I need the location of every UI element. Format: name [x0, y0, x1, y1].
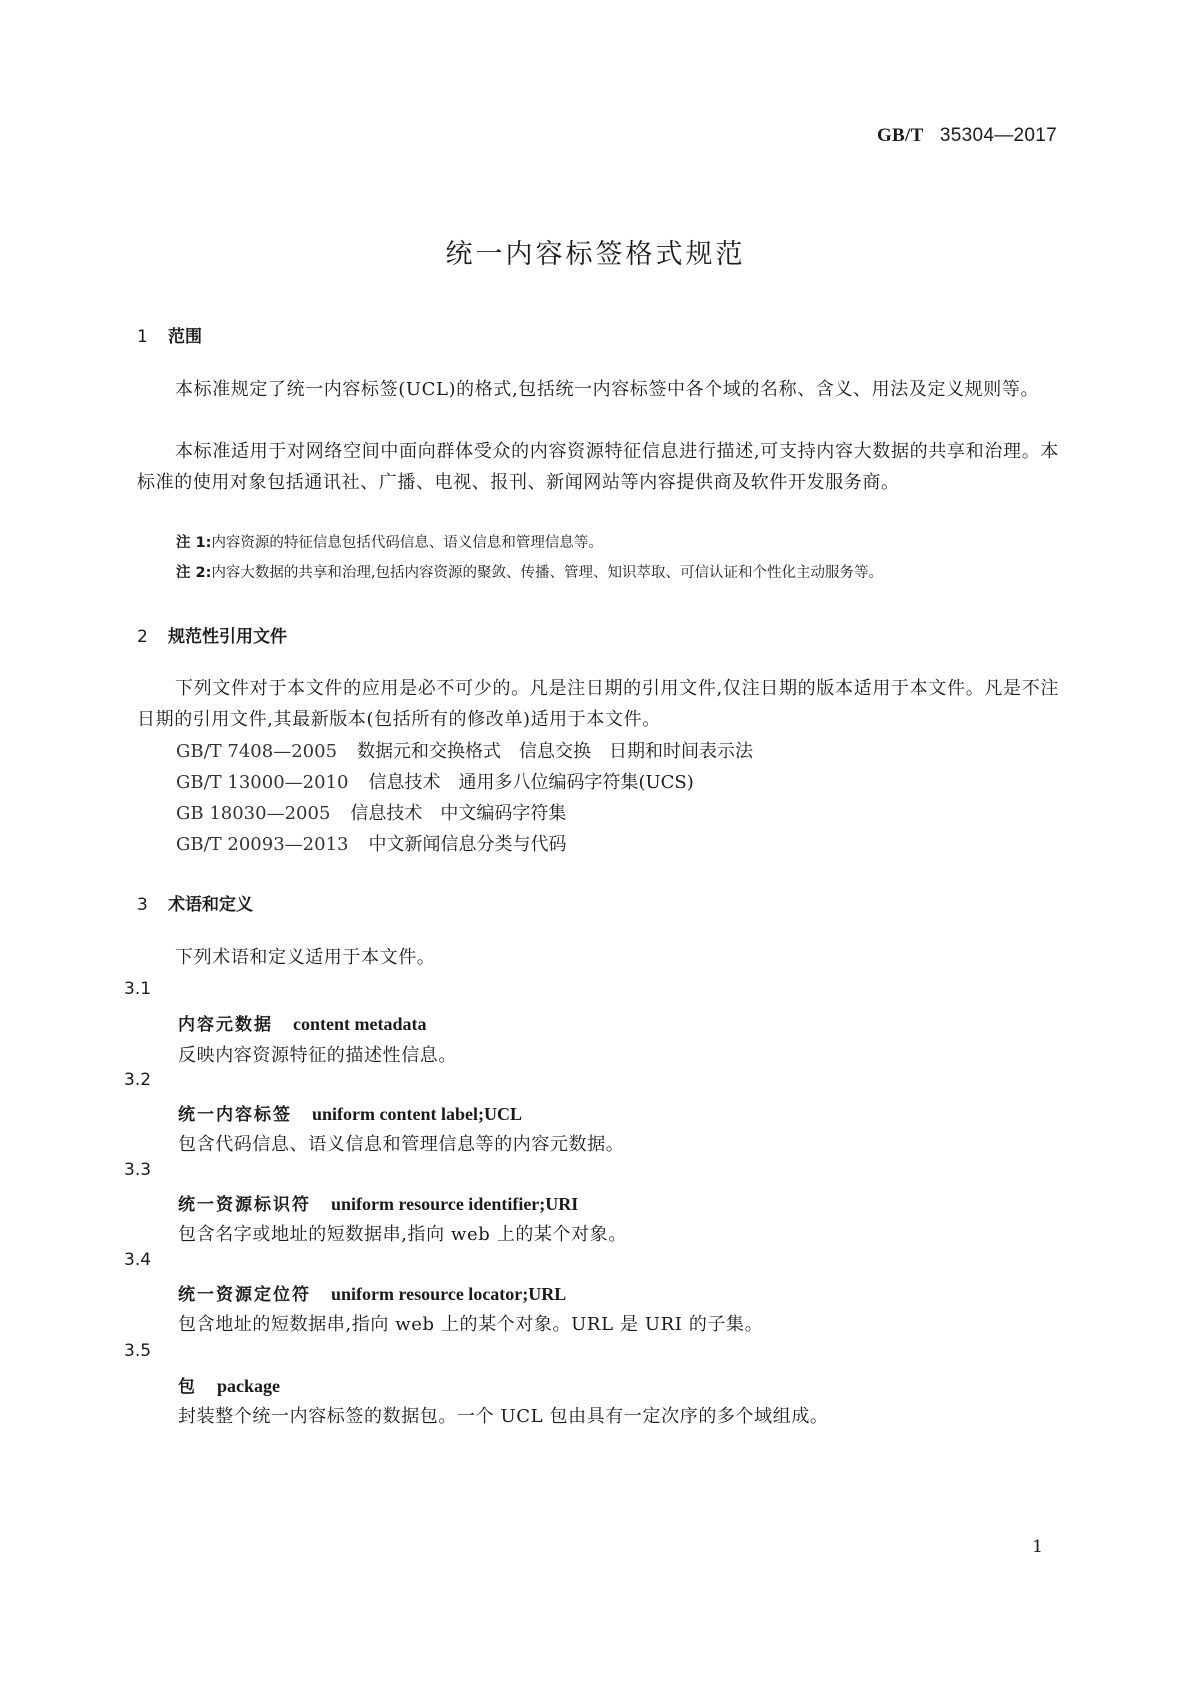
reference-code: GB 18030—2005	[176, 803, 331, 824]
note-text: 内容大数据的共享和治理,包括内容资源的聚敛、传播、管理、知识萃取、可信认证和个性化主动服务等。	[211, 565, 884, 581]
section-title: 术语和定义	[168, 895, 253, 915]
page-number: 1	[1032, 1537, 1043, 1557]
note-1	[176, 531, 603, 552]
section-number: 2	[137, 627, 148, 647]
document-title: 统一内容标签格式规范	[445, 239, 746, 270]
term-heading	[178, 1100, 522, 1125]
reference-title: 中文编码字符集	[440, 803, 567, 824]
reference-title: 信息技术	[350, 803, 423, 824]
section-heading-normative-references	[137, 622, 287, 647]
term-definition: 包含代码信息、语义信息和管理信息等的内容元数据。	[178, 1134, 625, 1155]
paragraph: 本标准适用于对网络空间中面向群体受众的内容资源特征信息进行描述,可支持内容大数据的共享和治理。本标准的使用对象包括通讯社、广播、电视、报刊、新闻网站等内容提供商及软件开发服务商。	[137, 441, 1059, 493]
reference-title: 中文新闻信息分类与代码	[368, 834, 567, 855]
term-zh: 内容元数据	[178, 1015, 273, 1035]
term-zh: 统一内容标签	[178, 1105, 292, 1125]
standard-prefix: GB/T	[876, 125, 924, 146]
note-text: 内容资源的特征信息包括代码信息、语义信息和管理信息等。	[211, 535, 603, 551]
reference-item	[176, 799, 566, 825]
term-en: uniform resource locator;URL	[331, 1284, 567, 1304]
term-heading	[178, 1190, 578, 1215]
section-title: 范围	[168, 327, 202, 347]
reference-code: GB/T 13000—2010	[176, 772, 349, 793]
term-zh: 包	[178, 1377, 197, 1397]
standard-code	[877, 124, 1057, 147]
section-heading-terms-definitions	[137, 890, 253, 915]
section-number: 3	[137, 895, 148, 915]
term-heading	[178, 1372, 280, 1397]
term-definition: 包含地址的短数据串,指向 web 上的某个对象。URL 是 URI 的子集。	[178, 1314, 764, 1335]
term-heading	[178, 1010, 426, 1035]
note-label: 注 2:	[176, 565, 212, 581]
section-number: 1	[137, 327, 148, 347]
note-2	[176, 561, 883, 582]
term-zh: 统一资源定位符	[178, 1285, 311, 1305]
term-number: 3.4	[124, 1250, 152, 1270]
term-number: 3.2	[124, 1070, 152, 1090]
reference-code: GB/T 7408—2005	[176, 741, 338, 762]
reference-title: 日期和时间表示法	[609, 741, 754, 762]
term-en: uniform resource identifier;URI	[331, 1194, 579, 1214]
term-zh: 统一资源标识符	[178, 1195, 311, 1215]
paragraph: 下列文件对于本文件的应用是必不可少的。凡是注日期的引用文件,仅注日期的版本适用于本文件。凡是不注日期的引用文件,其最新版本(包括所有的修改单)适用于本文件。	[137, 678, 1059, 730]
reference-title: 信息交换	[519, 741, 592, 762]
section-title: 规范性引用文件	[168, 627, 287, 647]
reference-title: 通用多八位编码字符集(UCS)	[458, 772, 694, 793]
term-en: package	[217, 1376, 280, 1396]
standard-number: 35304—2017	[939, 125, 1057, 146]
paragraph: 下列术语和定义适用于本文件。	[175, 947, 436, 968]
reference-item	[176, 830, 566, 856]
term-number: 3.3	[124, 1160, 152, 1180]
term-en: content metadata	[293, 1014, 427, 1034]
section-heading-scope	[137, 322, 202, 347]
paragraph: 本标准规定了统一内容标签(UCL)的格式,包括统一内容标签中各个域的名称、含义、用法及定义规则等。	[175, 379, 1040, 400]
reference-item	[176, 768, 694, 794]
term-en: uniform content label;UCL	[312, 1104, 522, 1124]
term-heading	[178, 1280, 566, 1305]
term-definition: 包含名字或地址的短数据串,指向 web 上的某个对象。	[178, 1224, 627, 1245]
term-definition: 反映内容资源特征的描述性信息。	[178, 1045, 457, 1066]
reference-item	[176, 737, 753, 763]
reference-code: GB/T 20093—2013	[176, 834, 349, 855]
reference-title: 信息技术	[368, 772, 441, 793]
term-number: 3.1	[124, 979, 152, 999]
term-number: 3.5	[124, 1341, 152, 1361]
note-label: 注 1:	[176, 535, 212, 551]
term-definition: 封装整个统一内容标签的数据包。一个 UCL 包由具有一定次序的多个域组成。	[178, 1406, 829, 1427]
reference-title: 数据元和交换格式	[357, 741, 502, 762]
